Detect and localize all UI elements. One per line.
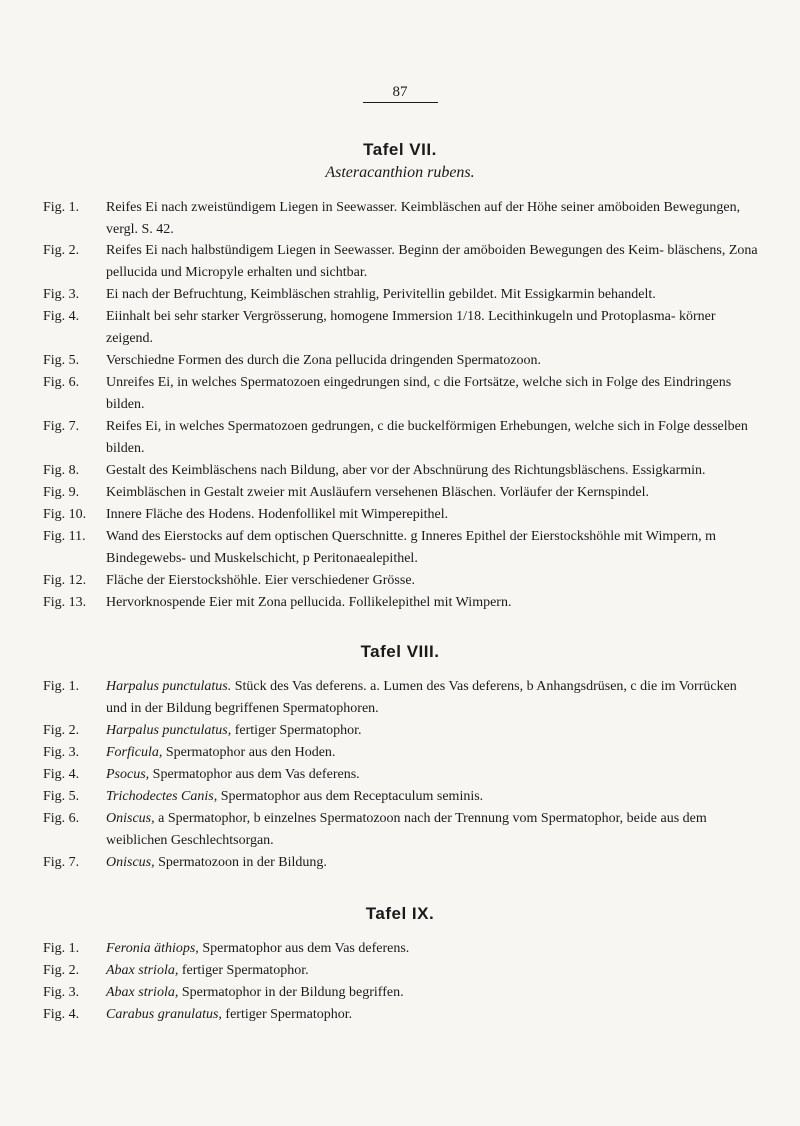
figure-entry — [43, 676, 759, 719]
figure-caption: fertiger Spermatophor. — [231, 723, 362, 738]
figure-entry — [43, 742, 759, 764]
figure-entry — [43, 240, 759, 283]
figure-label: Fig. 3. — [43, 287, 80, 302]
figure-label: Fig. 4. — [43, 1007, 80, 1022]
species-name: Abax striola, — [106, 985, 179, 1000]
figure-label: Fig. 6. — [43, 375, 80, 390]
figure-caption: Reifes Ei nach zweistündigem Liegen in Seewasser. Keimbläschen auf der Höhe seiner amöboiden Bewegungen, vergl. S. 42. — [106, 200, 741, 237]
figure-caption: Gestalt des Keimbläschens nach Bildung, aber vor der Abschnürung des Richtungsbläschens. Essigkarmin. — [106, 463, 706, 478]
figure-caption: Eiinhalt bei sehr starker Vergrösserung, homogene Immersion 1/18. Lecithinkugeln und Protoplasma- körner zeigend. — [106, 309, 716, 346]
figure-entry — [43, 526, 759, 569]
plate-title: Tafel VIII. — [360, 642, 440, 661]
figure-label: Fig. 2. — [43, 723, 80, 738]
figure-caption: Hervorknospende Eier mit Zona pellucida. Follikelepithel mit Wimpern. — [106, 595, 512, 610]
figure-entry — [43, 982, 759, 1004]
figure-label: Fig. 10. — [43, 507, 87, 522]
figure-entry — [43, 720, 759, 742]
figure-label: Fig. 4. — [43, 309, 80, 324]
figure-caption: Reifes Ei nach halbstündigem Liegen in Seewasser. Beginn der amöboiden Bewegungen des Keim- bläschens, Zona pellucida und Micropyle erhalten und sichtbar. — [106, 243, 758, 280]
figure-label: Fig. 2. — [43, 963, 80, 978]
figure-entry — [43, 197, 759, 240]
figure-entry — [43, 372, 759, 415]
figure-label: Fig. 2. — [43, 243, 80, 258]
figure-label: Fig. 1. — [43, 941, 80, 956]
figure-entry — [43, 416, 759, 459]
figure-entry — [43, 852, 759, 874]
figure-caption: Spermatozoon in der Bildung. — [154, 855, 327, 870]
figure-caption: Reifes Ei, in welches Spermatozoen gedrungen, c die buckelförmigen Erhebungen, welche sich in Folge desselben bilden. — [106, 419, 748, 456]
figure-entry — [43, 808, 759, 851]
figure-label: Fig. 13. — [43, 595, 87, 610]
figure-caption: Fläche der Eierstockshöhle. Eier verschiedener Grösse. — [106, 573, 416, 588]
figure-label: Fig. 8. — [43, 463, 80, 478]
figure-label: Fig. 12. — [43, 573, 87, 588]
page-number: 87 — [0, 84, 800, 103]
figure-label: Fig. 3. — [43, 985, 80, 1000]
figure-caption: Spermatophor aus dem Vas deferens. — [198, 941, 410, 956]
plate-title: Tafel IX. — [365, 904, 435, 923]
figure-entry — [43, 284, 759, 306]
plate-title: Tafel VII. — [363, 140, 437, 159]
figure-caption: Keimbläschen in Gestalt zweier mit Ausläufern versehenen Bläschen. Vorläufer der Kernspindel. — [106, 485, 649, 500]
figure-caption: Spermatophor in der Bildung begriffen. — [178, 985, 404, 1000]
figure-caption: Wand des Eierstocks auf dem optischen Querschnitte. g Inneres Epithel der Eierstockshöhle mit Wimpern, m Bindegewebs- und Muskelschicht, p Peritonaealepithel. — [106, 529, 716, 566]
species-name: Feronia äthiops, — [106, 941, 199, 956]
figure-label: Fig. 9. — [43, 485, 80, 500]
figure-entry — [43, 764, 759, 786]
figure-caption: Verschiedne Formen des durch die Zona pellucida dringenden Spermatozoon. — [106, 353, 542, 368]
figure-caption: Unreifes Ei, in welches Spermatozoen eingedrungen sind, c die Fortsätze, welche sich in Folge des Eindringens bilden. — [106, 375, 732, 412]
figure-label: Fig. 1. — [43, 679, 80, 694]
figure-entry — [43, 482, 759, 504]
species-name: Harpalus punctulatus, — [106, 723, 232, 738]
species-name: Trichodectes Canis, — [106, 789, 218, 804]
figure-entry — [43, 786, 759, 808]
species-name: Carabus granulatus, — [106, 1007, 222, 1022]
figure-label: Fig. 6. — [43, 811, 80, 826]
figure-label: Fig. 5. — [43, 789, 80, 804]
figure-label: Fig. 5. — [43, 353, 80, 368]
figure-entry — [43, 938, 759, 960]
figure-label: Fig. 3. — [43, 745, 80, 760]
figure-entry — [43, 504, 759, 526]
species-name: Oniscus, — [106, 811, 155, 826]
species-name: Forficula, — [106, 745, 163, 760]
figure-caption: Innere Fläche des Hodens. Hodenfollikel mit Wimperepithel. — [106, 507, 449, 522]
figure-caption: fertiger Spermatophor. — [221, 1007, 353, 1022]
plate-subtitle: Asteracanthion rubens. — [325, 164, 475, 181]
figure-caption: Stück des Vas deferens. a. Lumen des Vas deferens, b Anhangsdrüsen, c die im Vorrücken und in der Bildung begriffenen Spermatophoren. — [106, 679, 737, 716]
species-name: Abax striola, — [106, 963, 179, 978]
species-name: Harpalus punctulatus. — [106, 679, 232, 694]
figure-caption: a Spermatophor, b einzelnes Spermatozoon nach der Trennung vom Spermatophor, beide aus dem weiblichen Geschlechtsorgan. — [106, 811, 707, 848]
figure-entry — [43, 306, 759, 349]
species-name: Oniscus, — [106, 855, 155, 870]
figure-entry — [43, 570, 759, 592]
figure-entry — [43, 350, 759, 372]
figure-caption: fertiger Spermatophor. — [178, 963, 309, 978]
figure-caption: Spermatophor aus dem Receptaculum seminis. — [217, 789, 484, 804]
species-name: Psocus, — [106, 767, 150, 782]
figure-entry — [43, 1004, 759, 1026]
figure-label: Fig. 7. — [43, 419, 80, 434]
figure-entry — [43, 460, 759, 482]
figure-entry — [43, 960, 759, 982]
figure-label: Fig. 4. — [43, 767, 80, 782]
figure-entry — [43, 592, 759, 614]
figure-caption: Ei nach der Befruchtung, Keimbläschen strahlig, Perivitellin gebildet. Mit Essigkarmin behandelt. — [106, 287, 656, 302]
figure-label: Fig. 11. — [43, 529, 86, 544]
figure-label: Fig. 7. — [43, 855, 80, 870]
figure-caption: Spermatophor aus dem Vas deferens. — [149, 767, 360, 782]
figure-caption: Spermatophor aus den Hoden. — [162, 745, 336, 760]
figure-label: Fig. 1. — [43, 200, 80, 215]
